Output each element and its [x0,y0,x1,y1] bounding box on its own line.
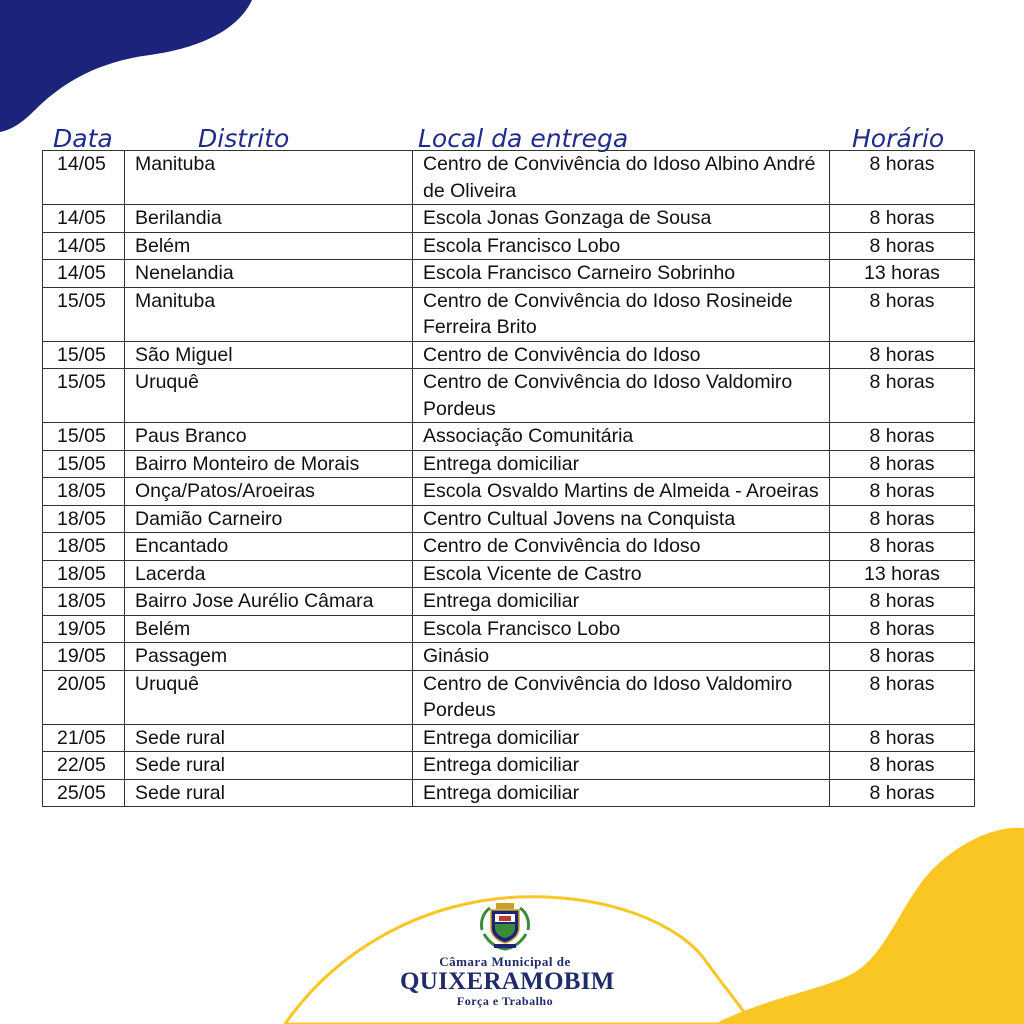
row-location: Centro de Convivência do Idoso [413,533,830,561]
row-time: 8 horas [830,615,975,643]
header-time: Horário [852,124,945,153]
row-time: 8 horas [830,505,975,533]
row-date: 20/05 [43,670,125,724]
table-row [43,724,975,752]
row-date: 18/05 [43,560,125,588]
row-time: 8 horas [830,450,975,478]
row-date: 19/05 [43,643,125,671]
row-district: Manituba [125,287,413,341]
row-time: 8 horas [830,423,975,451]
row-location: Centro de Convivência do Idoso Valdomiro Pordeus [413,670,830,724]
row-time: 8 horas [830,588,975,616]
row-location: Entrega domiciliar [413,450,830,478]
row-time: 8 horas [830,369,975,423]
row-district: Uruquê [125,670,413,724]
row-time: 8 horas [830,724,975,752]
row-date: 15/05 [43,341,125,369]
table-row [43,423,975,451]
row-location: Entrega domiciliar [413,752,830,780]
row-time: 13 horas [830,560,975,588]
row-district: Paus Branco [125,423,413,451]
row-location: Escola Vicente de Castro [413,560,830,588]
table-row [43,560,975,588]
row-location: Entrega domiciliar [413,779,830,807]
row-district: Belém [125,615,413,643]
navy-corner-shape [0,0,252,132]
row-date: 22/05 [43,752,125,780]
table-row [43,151,975,205]
row-date: 15/05 [43,423,125,451]
row-time: 13 horas [830,260,975,288]
row-location: Ginásio [413,643,830,671]
row-date: 14/05 [43,205,125,233]
row-time: 8 horas [830,779,975,807]
row-district: Uruquê [125,369,413,423]
row-location: Associação Comunitária [413,423,830,451]
row-date: 21/05 [43,724,125,752]
row-district: Sede rural [125,779,413,807]
logo-line-chamber: Câmara Municipal de [439,954,571,969]
table-row [43,450,975,478]
row-location: Escola Francisco Lobo [413,615,830,643]
row-time: 8 horas [830,752,975,780]
table-row [43,643,975,671]
row-time: 8 horas [830,232,975,260]
row-time: 8 horas [830,151,975,205]
row-district: Sede rural [125,724,413,752]
table-row [43,670,975,724]
row-date: 18/05 [43,478,125,506]
table-row [43,533,975,561]
row-date: 14/05 [43,232,125,260]
table-row [43,260,975,288]
row-location: Escola Francisco Carneiro Sobrinho [413,260,830,288]
logo-line-city: QUIXERAMOBIM [400,968,615,995]
row-location: Centro de Convivência do Idoso [413,341,830,369]
row-date: 18/05 [43,533,125,561]
row-time: 8 horas [830,478,975,506]
row-location: Entrega domiciliar [413,588,830,616]
row-time: 8 horas [830,205,975,233]
table-row [43,752,975,780]
row-date: 18/05 [43,505,125,533]
row-location: Escola Jonas Gonzaga de Sousa [413,205,830,233]
row-date: 18/05 [43,588,125,616]
header-district: Distrito [198,124,290,153]
row-district: Bairro Jose Aurélio Câmara [125,588,413,616]
table-row [43,588,975,616]
row-date: 14/05 [43,260,125,288]
row-location: Escola Francisco Lobo [413,232,830,260]
table-row [43,779,975,807]
row-date: 25/05 [43,779,125,807]
table-row [43,232,975,260]
row-district: Passagem [125,643,413,671]
yellow-corner-shape [715,828,1024,1024]
table-row [43,287,975,341]
table-row [43,341,975,369]
table-row [43,205,975,233]
row-location: Centro de Convivência do Idoso Rosineide Ferreira Brito [413,287,830,341]
logo-line-motto: Força e Trabalho [456,994,554,1008]
row-district: Onça/Patos/Aroeiras [125,478,413,506]
row-location: Escola Osvaldo Martins de Almeida - Aroeiras [413,478,830,506]
row-location: Entrega domiciliar [413,724,830,752]
row-location: Centro de Convivência do Idoso Valdomiro Pordeus [413,369,830,423]
schedule-body [43,151,975,807]
row-time: 8 horas [830,287,975,341]
row-time: 8 horas [830,643,975,671]
table-row [43,478,975,506]
header-location: Local da entrega [418,124,629,153]
row-date: 14/05 [43,151,125,205]
row-date: 19/05 [43,615,125,643]
row-district: Encantado [125,533,413,561]
table-row [43,369,975,423]
row-location: Centro de Convivência do Idoso Albino André de Oliveira [413,151,830,205]
row-district: Belém [125,232,413,260]
row-date: 15/05 [43,287,125,341]
row-district: Sede rural [125,752,413,780]
row-district: Bairro Monteiro de Morais [125,450,413,478]
row-time: 8 horas [830,670,975,724]
schedule-table [42,150,975,807]
row-district: Berilandia [125,205,413,233]
row-district: Nenelandia [125,260,413,288]
row-time: 8 horas [830,533,975,561]
row-date: 15/05 [43,369,125,423]
row-date: 15/05 [43,450,125,478]
table-row [43,615,975,643]
row-district: Damião Carneiro [125,505,413,533]
row-district: São Miguel [125,341,413,369]
row-district: Manituba [125,151,413,205]
row-location: Centro Cultual Jovens na Conquista [413,505,830,533]
table-row [43,505,975,533]
header-date: Data [53,124,113,153]
municipal-coat-of-arms-icon [476,900,534,952]
chamber-logo [400,900,615,1020]
row-time: 8 horas [830,341,975,369]
row-district: Lacerda [125,560,413,588]
